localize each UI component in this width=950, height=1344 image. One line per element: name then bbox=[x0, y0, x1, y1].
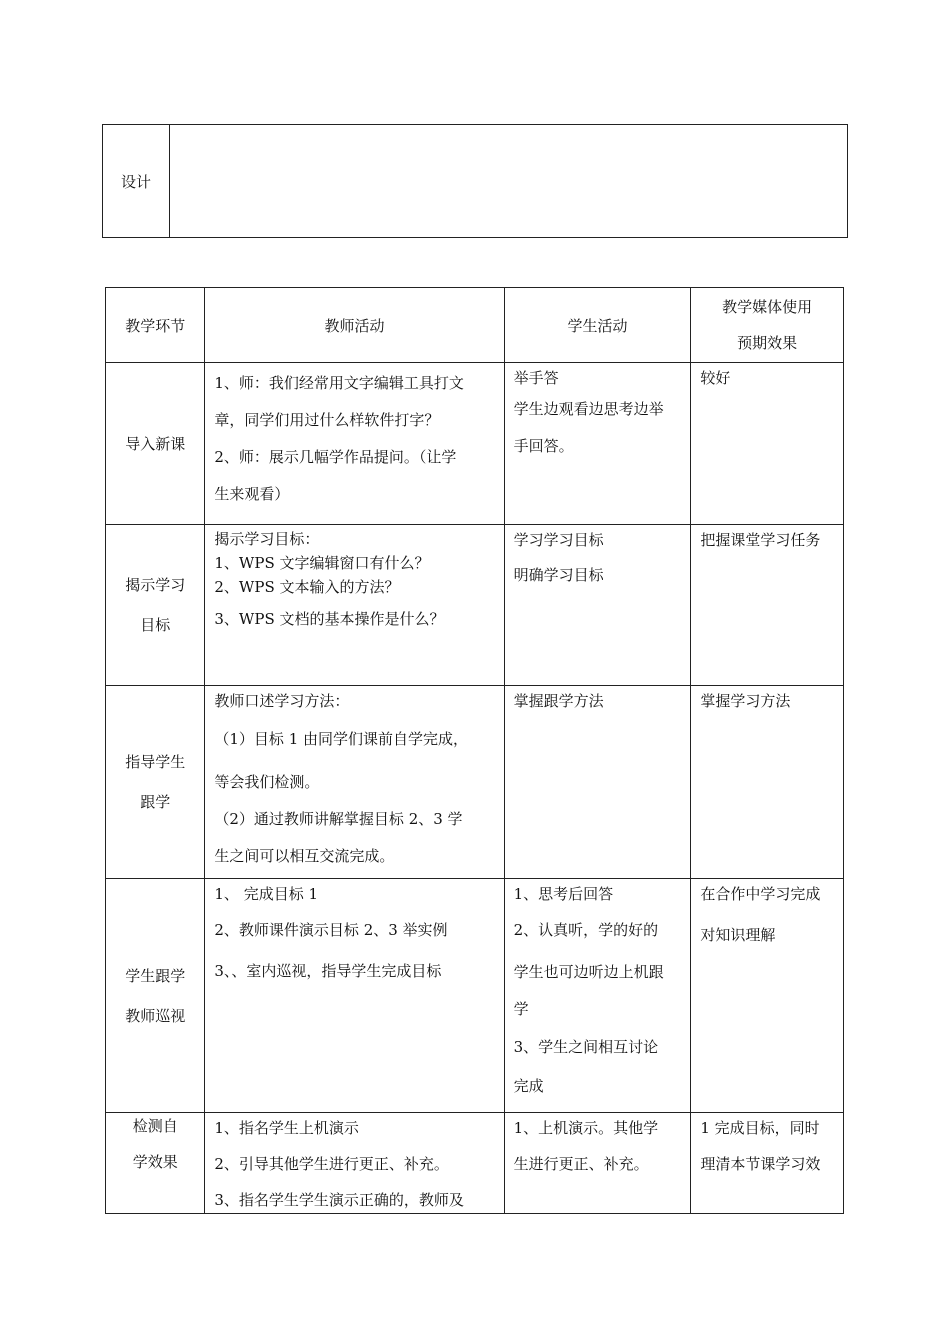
student-line: 明确学习目标 bbox=[513, 566, 604, 584]
student-line: 掌握跟学方法 bbox=[513, 692, 604, 710]
media-line: 较好 bbox=[700, 369, 731, 387]
stage-line: 跟学 bbox=[140, 793, 171, 811]
teacher-line: 2、WPS 文本输入的方法？ bbox=[214, 578, 400, 596]
table-row bbox=[106, 363, 844, 525]
stage-cell bbox=[106, 363, 205, 525]
media-line: 掌握学习方法 bbox=[700, 692, 791, 710]
student-cell bbox=[504, 363, 691, 525]
header-media-line1: 教学媒体使用 bbox=[722, 298, 813, 316]
stage-line: 目标 bbox=[140, 616, 171, 634]
stage-line: 检测自 bbox=[132, 1117, 178, 1135]
stage-line: 导入新课 bbox=[125, 434, 186, 453]
teacher-line: 2、师：展示几幅学作品提问。（让学 bbox=[214, 448, 457, 466]
teacher-line: 生之间可以相互交流完成。 bbox=[214, 847, 395, 865]
teacher-line: 1、指名学生上机演示 bbox=[214, 1119, 359, 1137]
teacher-line: 1、师：我们经常用文字编辑工具打文 bbox=[214, 374, 464, 392]
design-table bbox=[102, 124, 848, 238]
teacher-line: 3、WPS 文档的基本操作是什么？ bbox=[214, 610, 445, 628]
teacher-line: 1、 完成目标 1 bbox=[214, 885, 319, 903]
stage-cell bbox=[106, 686, 205, 879]
student-cell bbox=[504, 686, 691, 879]
stage-line: 学效果 bbox=[132, 1153, 178, 1171]
header-media-effect bbox=[691, 288, 844, 363]
teacher-cell bbox=[205, 879, 504, 1113]
design-content-cell bbox=[170, 125, 848, 238]
header-student-activity: 学生活动 bbox=[504, 288, 691, 363]
student-line: 3、学生之间相互讨论 bbox=[513, 1038, 659, 1056]
media-line: 在合作中学习完成 bbox=[700, 885, 821, 903]
teacher-line: （1）目标 1 由同学们课前自学完成， bbox=[214, 730, 469, 748]
teacher-line: 2、引导其他学生进行更正、补充。 bbox=[214, 1155, 449, 1173]
student-line: 学生边观看边思考边举 bbox=[513, 400, 664, 418]
student-line: 完成 bbox=[513, 1077, 544, 1095]
teacher-line: 3、、室内巡视，指导学生完成目标 bbox=[214, 962, 442, 980]
media-cell bbox=[691, 363, 844, 525]
teacher-line: （2）通过教师讲解掌握目标 2、3 学 bbox=[214, 810, 463, 828]
table-row bbox=[106, 879, 844, 1113]
table-row bbox=[106, 686, 844, 879]
teacher-line: 3、指名学生学生演示正确的，教师及 bbox=[214, 1191, 464, 1209]
table-header-row bbox=[106, 288, 844, 363]
student-line: 1、思考后回答 bbox=[513, 885, 614, 903]
teacher-line: 1、WPS 文字编辑窗口有什么？ bbox=[214, 554, 430, 572]
header-teacher-activity: 教师活动 bbox=[205, 288, 504, 363]
table-row bbox=[106, 525, 844, 686]
stage-line: 教师巡视 bbox=[125, 1006, 186, 1025]
student-line: 学习学习目标 bbox=[513, 531, 604, 549]
media-cell bbox=[691, 686, 844, 879]
header-stage: 教学环节 bbox=[106, 288, 205, 363]
student-line: 学生也可边听边上机跟 bbox=[513, 963, 664, 981]
media-line: 对知识理解 bbox=[700, 926, 776, 944]
teacher-cell bbox=[205, 1113, 504, 1214]
media-line: 理清本节课学习效 bbox=[700, 1155, 821, 1173]
student-cell bbox=[504, 525, 691, 686]
media-cell bbox=[691, 879, 844, 1113]
header-media-line2: 预期效果 bbox=[737, 334, 798, 352]
student-line: 2、认真听，学的好的 bbox=[513, 921, 659, 939]
teacher-line: 等会我们检测。 bbox=[214, 773, 320, 791]
teacher-line: 揭示学习目标： bbox=[214, 530, 320, 548]
stage-cell bbox=[106, 1113, 205, 1214]
student-line: 1、上机演示。其他学 bbox=[513, 1119, 659, 1137]
stage-line: 指导学生 bbox=[125, 753, 186, 771]
media-cell bbox=[691, 525, 844, 686]
lesson-plan-table bbox=[105, 287, 844, 1214]
stage-cell bbox=[106, 525, 205, 686]
student-cell bbox=[504, 879, 691, 1113]
student-cell bbox=[504, 1113, 691, 1214]
student-line: 举手答 bbox=[513, 369, 559, 387]
teacher-line: 生来观看） bbox=[214, 485, 290, 503]
teacher-line: 2、教师课件演示目标 2、3 举实例 bbox=[214, 921, 448, 939]
teacher-line: 教师口述学习方法： bbox=[214, 692, 350, 710]
teacher-line: 章，同学们用过什么样软件打字？ bbox=[214, 411, 440, 429]
student-line: 手回答。 bbox=[513, 437, 574, 455]
stage-line: 揭示学习 bbox=[125, 576, 186, 594]
media-cell bbox=[691, 1113, 844, 1214]
media-line: 把握课堂学习任务 bbox=[700, 531, 821, 549]
teacher-cell bbox=[205, 686, 504, 879]
teacher-cell bbox=[205, 525, 504, 686]
design-label: 设计 bbox=[103, 125, 170, 238]
student-line: 学 bbox=[513, 1000, 529, 1018]
media-line: 1 完成目标，同时 bbox=[700, 1119, 820, 1137]
table-row bbox=[106, 1113, 844, 1214]
stage-line: 学生跟学 bbox=[125, 966, 186, 985]
stage-cell bbox=[106, 879, 205, 1113]
teacher-cell bbox=[205, 363, 504, 525]
student-line: 生进行更正、补充。 bbox=[513, 1155, 649, 1173]
